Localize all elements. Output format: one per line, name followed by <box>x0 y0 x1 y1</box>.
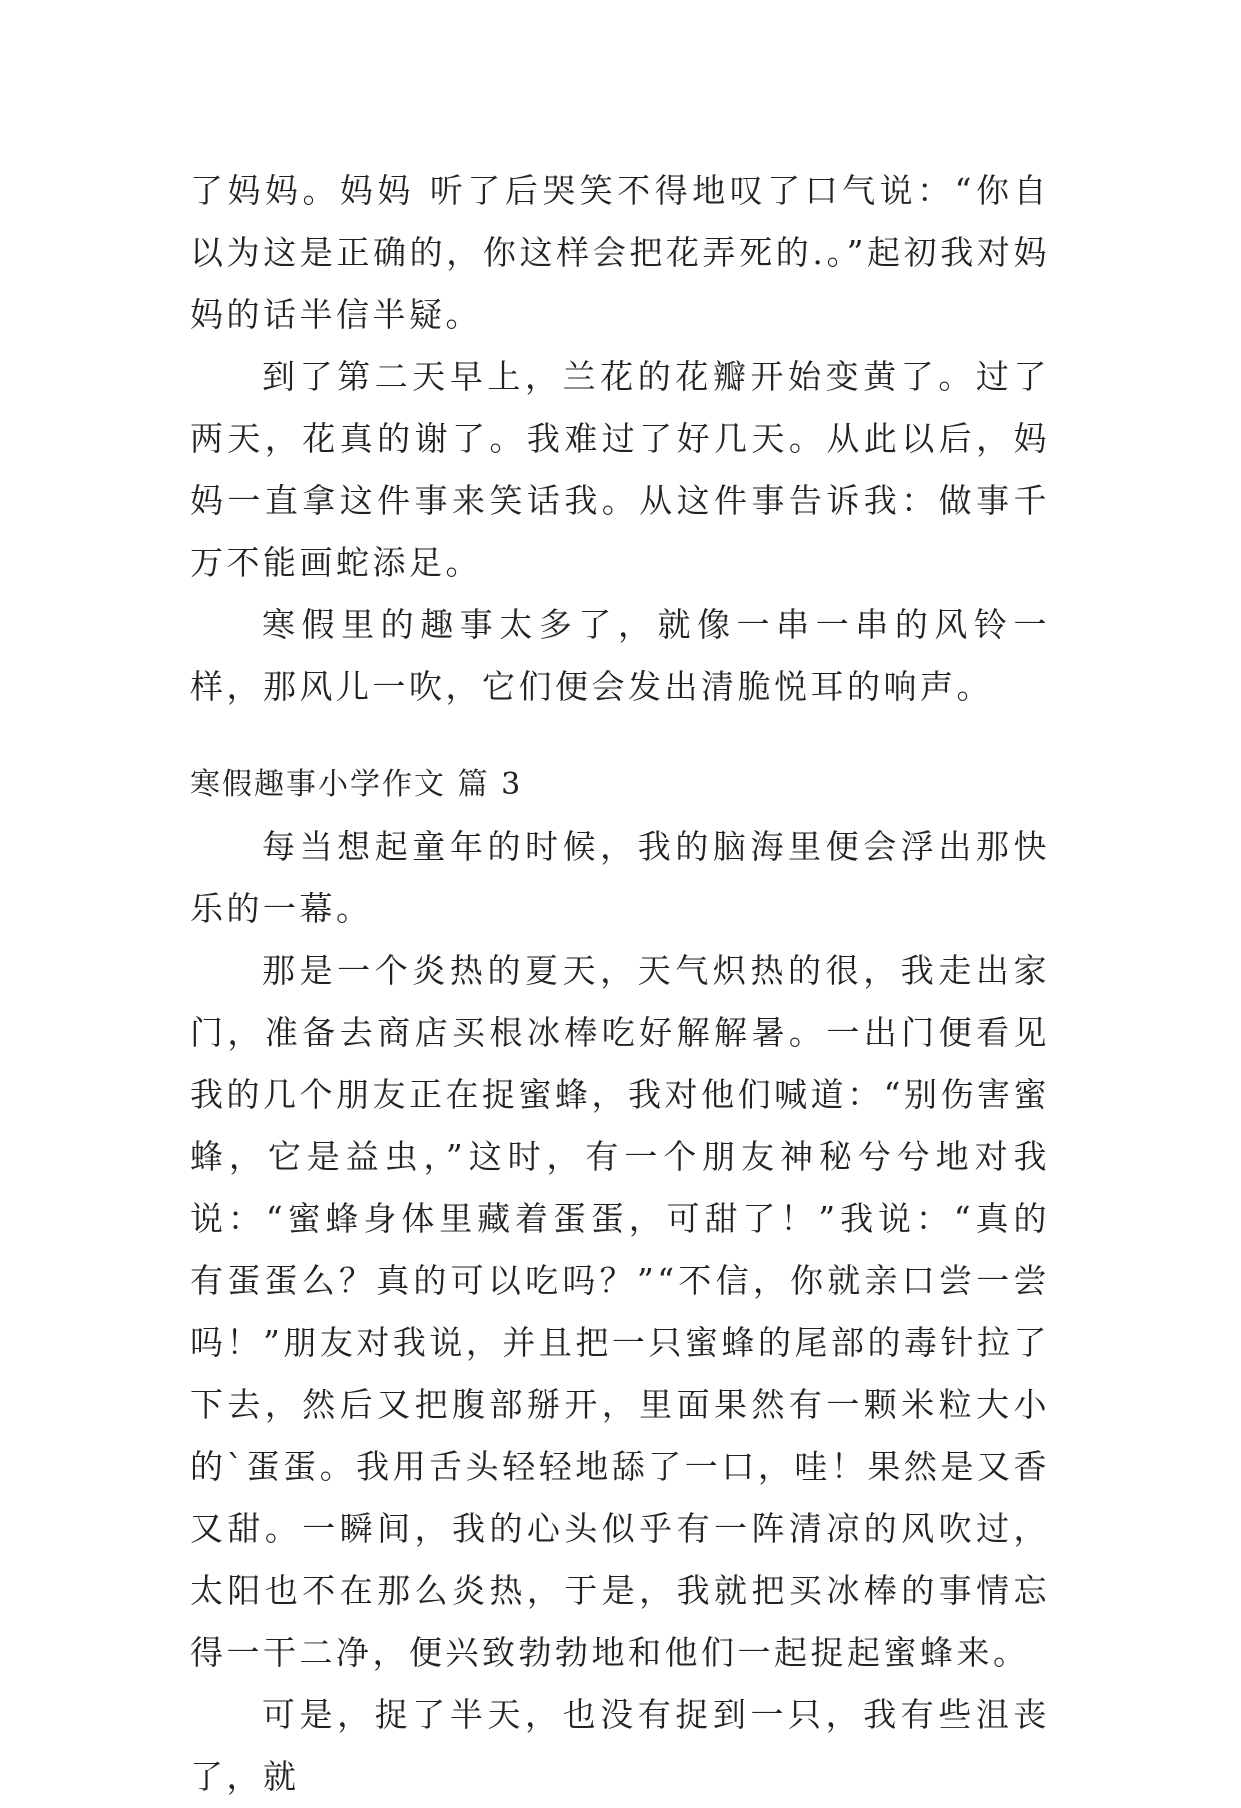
paragraph-6: 可是，捉了半天，也没有捉到一只，我有些沮丧了，就 <box>190 1695 1050 1796</box>
section-heading: 寒假趣事小学作文 篇 3 <box>190 767 523 802</box>
paragraph-2: 到了第二天早上，兰花的花瓣开始变黄了。过了两天，花真的谢了。我难过了好几天。从此以后，妈妈一直拿这件事来笑话我。从这件事告诉我：做事千万不能画蛇添足。 <box>190 357 1050 582</box>
paragraph-4: 每当想起童年的时候，我的脑海里便会浮出那快乐的一幕。 <box>190 827 1050 928</box>
paragraph-5: 那是一个炎热的夏天，天气炽热的很，我走出家门，准备去商店买根冰棒吃好解解暑。一出门便看见我的几个朋友正在捉蜜蜂，我对他们喊道：“别伤害蜜蜂，它是益虫，”这时，有一个朋友神秘兮兮地对我说：“蜜蜂身体里藏着蛋蛋，可甜了！”我说：“真的有蛋蛋么？真的可以吃吗？”“不信，你就亲口尝一尝吗！”朋友对我说，并且把一只蜜蜂的尾部的毒针拉了下去，然后又把腹部掰开，里面果然有一颗米粒大小的`蛋蛋。我用舌头轻轻地舔了一口，哇！果然是又香又甜。一瞬间，我的心头似乎有一阵清凉的风吹过，太阳也不在那么炎热，于是，我就把买冰棒的事情忘得一干二净，便兴致勃勃地和他们一起捉起蜜蜂来。 <box>190 951 1050 1672</box>
paragraph-1: 了妈妈。妈妈 听了后哭笑不得地叹了口气说：“你自以为这是正确的，你这样会把花弄死的.。”起初我对妈妈的话半信半疑。 <box>190 171 1050 334</box>
paragraph-3: 寒假里的趣事太多了，就像一串一串的风铃一样，那风儿一吹，它们便会发出清脆悦耳的响声。 <box>190 605 1050 706</box>
document-body <box>190 160 1050 1808</box>
